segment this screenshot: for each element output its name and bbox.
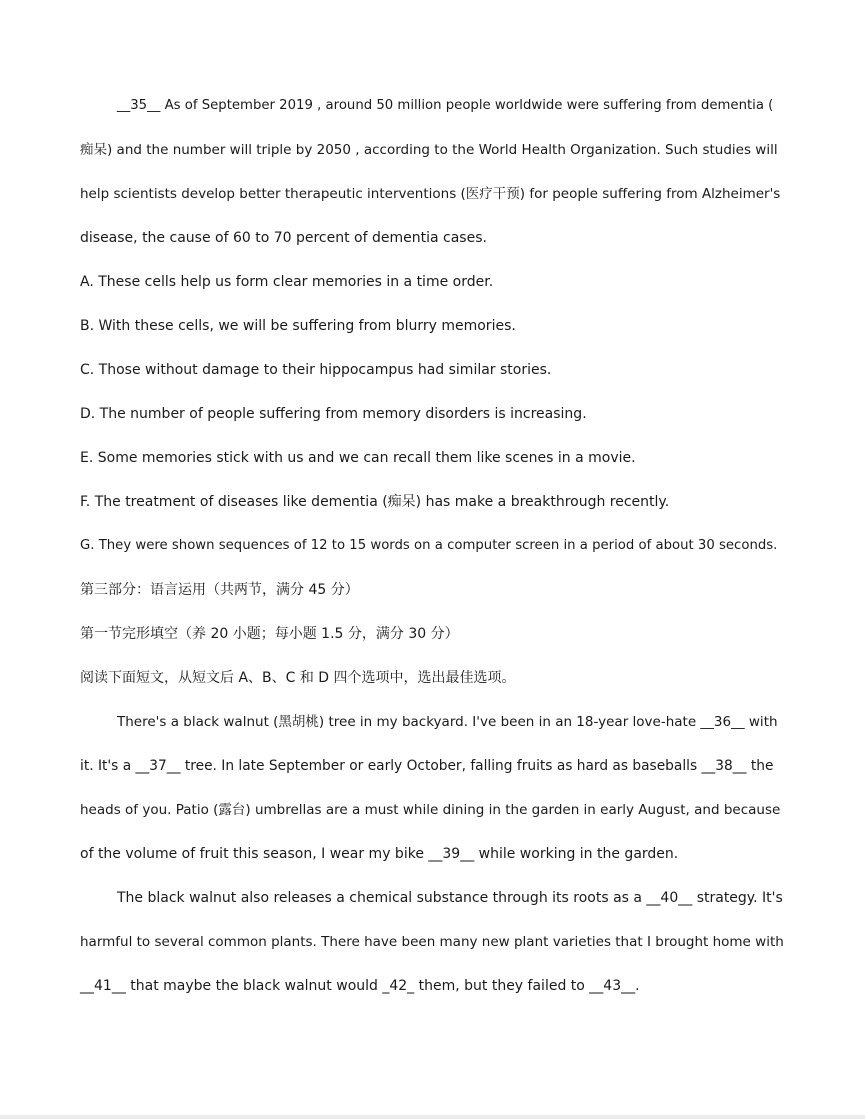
text-line: 第三部分：语言运用（共两节，满分 45 分） <box>80 582 359 598</box>
text-line: B. With these cells, we will be suffering from blurry memories. <box>80 318 516 334</box>
text-line: it. It's a __37__ tree. In late September or early October, falling fruits as hard as baseballs __38__ the <box>80 758 774 774</box>
text-line: 痴呆) and the number will triple by 2050 , according to the World Health Organization. Such studies will <box>80 142 778 158</box>
text-line: heads of you. Patio (露台) umbrellas are a must while dining in the garden in early August, and because <box>80 802 781 818</box>
text-line: There's a black walnut (黑胡桃) tree in my backyard. I've been in an 18-year love-hate __36__ with <box>117 714 778 730</box>
page-bottom-divider <box>0 1115 865 1119</box>
text-line: of the volume of fruit this season, I wear my bike __39__ while working in the garden. <box>80 846 679 862</box>
text-line: help scientists develop better therapeutic interventions (医疗干预) for people suffering from Alzheimer's <box>80 186 781 202</box>
text-line: G. They were shown sequences of 12 to 15 words on a computer screen in a period of about 30 seconds. <box>80 538 778 553</box>
text-line: A. These cells help us form clear memories in a time order. <box>80 274 494 290</box>
text-line: C. Those without damage to their hippocampus had similar stories. <box>80 362 552 378</box>
text-line: __35__ As of September 2019 , around 50 million people worldwide were suffering from dementia ( <box>117 98 774 113</box>
text-line: F. The treatment of diseases like dementia (痴呆) has make a breakthrough recently. <box>80 494 670 510</box>
document-page <box>80 84 785 1008</box>
text-line: disease, the cause of 60 to 70 percent of dementia cases. <box>80 230 487 246</box>
text-line: 阅读下面短文，从短文后 A、B、C 和 D 四个选项中，选出最佳选项。 <box>80 670 516 686</box>
text-line: D. The number of people suffering from memory disorders is increasing. <box>80 406 587 422</box>
text-line: 第一节完形填空（养 20 小题；每小题 1.5 分，满分 30 分） <box>80 626 459 642</box>
text-line: harmful to several common plants. There have been many new plant varieties that I brought home with <box>80 934 784 950</box>
text-line: E. Some memories stick with us and we can recall them like scenes in a movie. <box>80 450 636 466</box>
text-line: The black walnut also releases a chemical substance through its roots as a __40__ strategy. It's <box>117 890 783 906</box>
text-line: __41__ that maybe the black walnut would _42_ them, but they failed to __43__. <box>80 978 640 994</box>
